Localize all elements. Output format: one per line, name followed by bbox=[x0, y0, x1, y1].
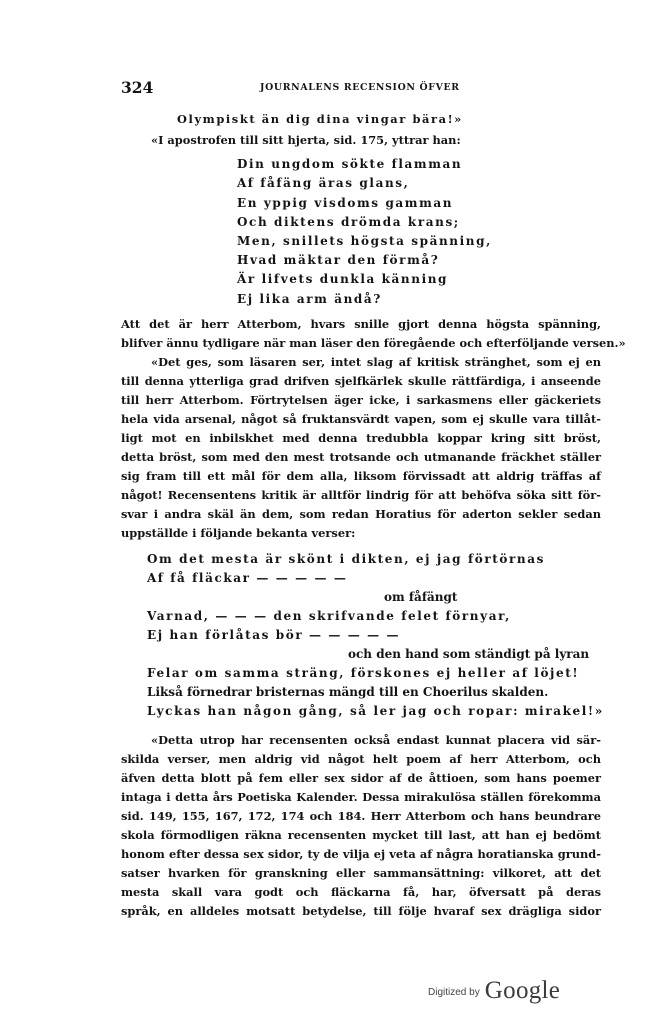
text-line: «I apostrofen till sitt hjerta, sid. 175, yttrar han: bbox=[151, 133, 461, 147]
verse-line: Om det mesta är skönt i dikten, ej jag förtörnas bbox=[147, 552, 545, 566]
verse-line: Likså förnedrar bristernas mängd till en Choerilus skalden. bbox=[147, 685, 549, 699]
text-line: sig fram till ett mål för dem alla, liksom förvissadt att aldrig träffas af bbox=[121, 469, 601, 483]
text-line: sid. 149, 155, 167, 172, 174 och 184. Herr Atterbom och hans beundrare bbox=[121, 809, 601, 823]
verse-line: och den hand som ständigt på lyran bbox=[348, 647, 590, 661]
text-line: skilda verser, men aldrig vid något helt poem af herr Atterbom, och bbox=[121, 752, 601, 766]
text-line: till denna ytterliga grad drifven sjelfkärlek skulle rättfärdiga, i anseende bbox=[121, 374, 601, 388]
digitized-label: Digitized by bbox=[428, 987, 480, 998]
text-line: Olympiskt än dig dina vingar bära!» bbox=[177, 112, 463, 126]
text-line: mesta skall vara godt och fläckarna få, har, öfversatt på deras bbox=[121, 885, 601, 899]
poem-line: Af fåfäng äras glans, bbox=[237, 176, 410, 190]
text-line: «Det ges, som läsaren ser, intet slag af kritisk stränghet, som ej en bbox=[151, 355, 601, 369]
verse-line: om fåfängt bbox=[384, 590, 458, 604]
text-line: skola förmodligen räkna recensenten mycket till last, att han ej bedömt bbox=[121, 828, 601, 842]
poem-line: Hvad mäktar den förmå? bbox=[237, 253, 440, 267]
text-line: svar i andra skäl än dem, som redan Horatius för aderton sekler sedan bbox=[121, 507, 601, 521]
text-line: detta bröst, som med den mest trotsande och utmanande fräckhet ställer bbox=[121, 450, 601, 464]
text-line: äfven detta blott på fem eller sex sidor af de åttioen, som hans poemer bbox=[121, 771, 601, 785]
text-line: uppställde i följande bekanta verser: bbox=[121, 526, 356, 540]
poem-line: Ej lika arm ändå? bbox=[237, 292, 382, 306]
text-line: honom efter dessa sex sidor, ty de vilja ej veta af några horatianska grund- bbox=[121, 847, 601, 861]
poem-line: Och diktens drömda krans; bbox=[237, 215, 460, 229]
text-line: blifver ännu tydligare när man läser den föregående och efterföljande versen.» bbox=[121, 336, 626, 350]
digitized-by-google-watermark bbox=[428, 977, 560, 1005]
poem-line: Men, snillets högsta spänning, bbox=[237, 234, 492, 248]
text-line: satser hvarken för granskning eller sammansättning: vilkoret, att det bbox=[121, 866, 601, 880]
text-line: hela vida arsenal, något så fruktansvärdt vapen, som ej skulle vara tillåt- bbox=[121, 412, 601, 426]
text-line: till herr Atterbom. Förtrytelsen äger icke, i sarkasmens eller gäckeriets bbox=[121, 393, 601, 407]
text-line: ligt mot en inbilskhet med denna tredubbla koppar kring sitt bröst, bbox=[121, 431, 601, 445]
verse-line: Af få fläckar — — — — — bbox=[147, 571, 348, 585]
page-number: 324 bbox=[121, 78, 154, 97]
text-line: något! Recensentens kritik är alltför lindrig för att behöfva söka sitt för- bbox=[121, 488, 601, 502]
text-line: «Detta utrop har recensenten också endast kunnat placera vid sär- bbox=[151, 733, 601, 747]
google-logo: Google bbox=[484, 977, 561, 1004]
text-line: Att det är herr Atterbom, hvars snille gjort denna högsta spänning, bbox=[121, 317, 601, 331]
poem-line: Är lifvets dunkla känning bbox=[237, 272, 449, 286]
text-line: intaga i detta års Poetiska Kalender. Dessa mirakulösa ställen förekomma bbox=[121, 790, 601, 804]
verse-line: Lyckas han någon gång, så ler jag och ropar: mirakel!» bbox=[147, 704, 604, 718]
poem-line: En yppig visdoms gamman bbox=[237, 196, 454, 210]
poem-line: Din ungdom sökte flamman bbox=[237, 157, 463, 171]
verse-line: Felar om samma sträng, förskones ej heller af löjet! bbox=[147, 666, 580, 680]
running-title: JOURNALENS RECENSION ÖFVER bbox=[260, 82, 460, 93]
verse-line: Varnad, — — — den skrifvande felet förnyar, bbox=[147, 609, 511, 623]
verse-line: Ej han förlåtas bör — — — — — bbox=[147, 628, 401, 642]
text-line: språk, en alldeles motsatt betydelse, till följe hvaraf sex drägliga sidor bbox=[121, 904, 601, 918]
